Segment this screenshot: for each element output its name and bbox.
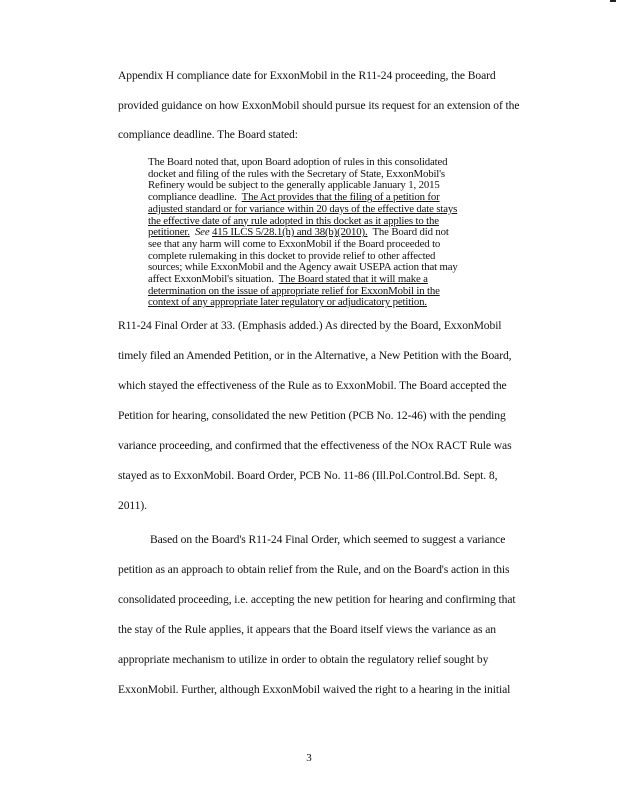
quote-line: The Board noted that, upon Board adoption of rules in this consolidated	[148, 156, 448, 168]
emphasis-underline: context of any appropriate later regulatory or adjudicatory petition.	[148, 296, 427, 309]
page-number: 3	[306, 752, 312, 764]
scan-corner-mark	[610, 0, 616, 2]
body-line-2: timely filed an Amended Petition, or in the Alternative, a New Petition with the Board,	[118, 349, 512, 362]
quote-line: see that any harm will come to ExxonMobil if the Board proceeded to	[148, 237, 441, 250]
statute-citation: 415 ILCS 5/28.1(h) and 38(b)(2010).	[212, 226, 368, 239]
body-line-11: the stay of the Rule applies, it appears that the Board itself views the variance as an	[118, 623, 496, 636]
quote-line: complete rulemaking in this docket to provide relief to other affected	[148, 249, 436, 262]
body-line-13: ExxonMobil. Further, although ExxonMobil waived the right to a hearing in the initial	[118, 683, 511, 696]
quote-line: compliance deadline. The Act provides that the filing of a petition for	[148, 191, 440, 204]
body-line-1: R11-24 Final Order at 33. (Emphasis added.) As directed by the Board, ExxonMobil	[118, 319, 502, 332]
intro-line-1: Appendix H compliance date for ExxonMobil in the R11-24 proceeding, the Board	[118, 69, 496, 82]
quote-line: petitioner. See 415 ILCS 5/28.1(h) and 38(b)(2010). The Board did not	[148, 226, 449, 239]
quote-line: docket and filing of the rules with the Secretary of State, ExxonMobil's	[148, 167, 445, 180]
paragraph-start-line: Based on the Board's R11-24 Final Order, which seemed to suggest a variance	[150, 533, 506, 546]
quote-line: affect ExxonMobil's situation. The Board stated that it will make a	[148, 273, 428, 286]
emphasis-underline: petitioner.	[148, 226, 190, 239]
emphasis-underline: determination on the issue of appropriate relief for ExxonMobil in the	[148, 284, 440, 297]
block-quote	[148, 157, 488, 309]
emphasis-underline: the effective date of any rule adopted in this docket as it applies to the	[148, 214, 439, 227]
body-line-12: appropriate mechanism to utilize in order to obtain the regulatory relief sought by	[118, 653, 489, 666]
quote-line: sources; while ExxonMobil and the Agency await USEPA action that may	[148, 261, 458, 274]
body-line-5: variance proceeding, and confirmed that the effectiveness of the NOx RACT Rule was	[118, 439, 512, 452]
body-line-6: stayed as to ExxonMobil. Board Order, PCB No. 11-86 (Ill.Pol.Control.Bd. Sept. 8,	[118, 469, 498, 482]
quote-line: Refinery would be subject to the generally applicable January 1, 2015	[148, 179, 440, 192]
quote-line	[148, 297, 488, 309]
body-line-10: consolidated proceeding, i.e. accepting the new petition for hearing and confirming that	[118, 593, 516, 606]
body-line-3: which stayed the effectiveness of the Rule as to ExxonMobil. The Board accepted the	[118, 379, 507, 392]
body-line-7: 2011).	[118, 499, 147, 512]
body-line-4: Petition for hearing, consolidated the new Petition (PCB No. 12-46) with the pending	[118, 409, 506, 422]
citation-signal: See	[194, 226, 210, 239]
body-line-9: petition as an approach to obtain relief from the Rule, and on the Board's action in this	[118, 563, 510, 576]
intro-line-2: provided guidance on how ExxonMobil should pursue its request for an extension of the	[118, 99, 520, 112]
emphasis-underline: The Act provides that the filing of a petition for	[241, 191, 440, 204]
intro-line-3: compliance deadline. The Board stated:	[118, 128, 298, 141]
emphasis-underline: adjusted standard or for variance within 20 days of the effective date stays	[148, 202, 458, 215]
emphasis-underline: The Board stated that it will make a	[278, 273, 428, 286]
